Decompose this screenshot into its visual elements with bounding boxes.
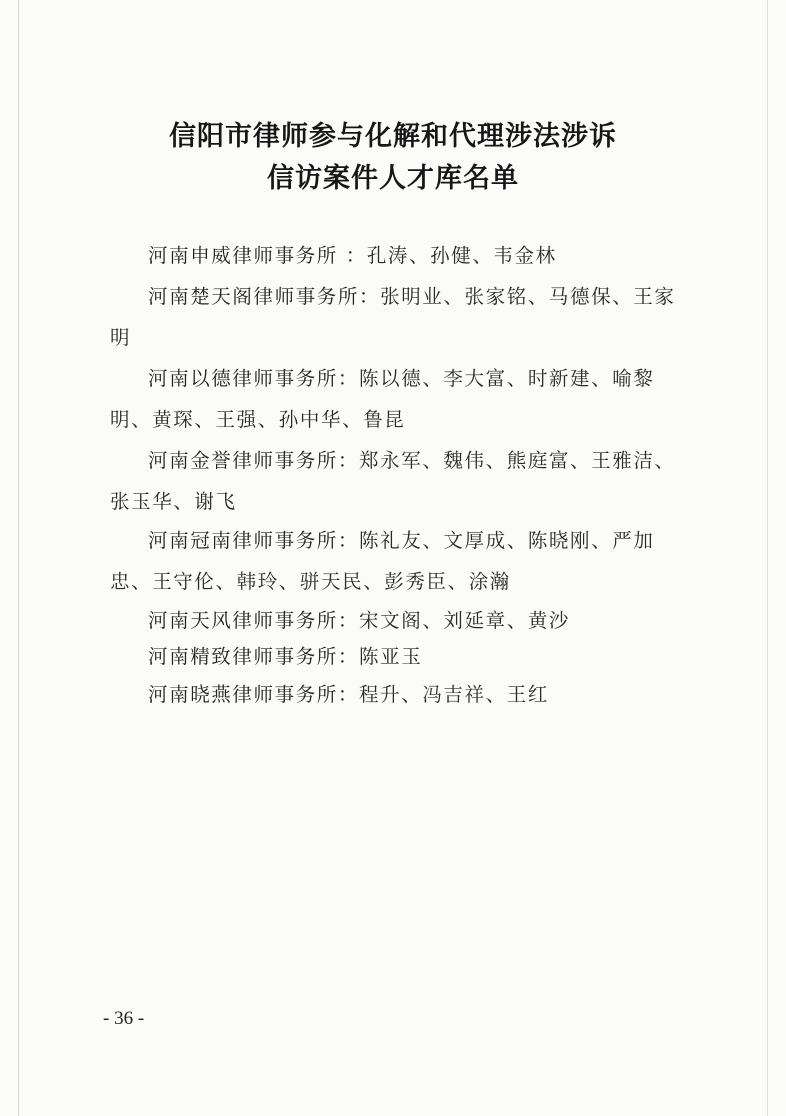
law-firm-name: 河南以德律师事务所： (148, 367, 360, 390)
law-firm-entry (110, 636, 690, 677)
lawyer-names: 张明业、张家铭、马德保、王家明 (110, 285, 676, 349)
law-firm-entry (110, 276, 690, 358)
law-firm-name: 河南精致律师事务所： (148, 645, 360, 668)
law-firm-name: 河南天风律师事务所： (148, 609, 360, 632)
document-title-line2: 信访案件人才库名单 (267, 163, 519, 194)
lawyer-names: 陈以德、李大富、时新建、喻黎明、黄琛、王强、孙中华、鲁昆 (110, 367, 655, 431)
law-firm-entry (110, 600, 690, 641)
lawyer-names: 孔涛、孙健、韦金林 (366, 244, 557, 267)
law-firm-name: 河南冠南律师事务所： (148, 529, 360, 552)
lawyer-names: 陈礼友、文厚成、陈晓刚、严加忠、王守伦、韩玲、骈天民、彭秀臣、涂瀚 (110, 529, 655, 593)
page-number: - 36 - (103, 1008, 145, 1029)
document-title-line1: 信阳市律师参与化解和代理涉法涉诉 (169, 121, 617, 152)
law-firm-entry (110, 674, 690, 715)
law-firm-name: 河南晓燕律师事务所： (148, 683, 360, 706)
lawyer-names: 宋文阁、刘延章、黄沙 (359, 609, 571, 632)
law-firm-name: 河南金誉律师事务所： (148, 449, 360, 472)
law-firm-entry (110, 440, 690, 522)
law-firm-name: 河南申威律师事务所 ： (148, 244, 367, 267)
law-firm-entry (110, 235, 690, 276)
law-firm-entry (110, 358, 690, 440)
lawyer-names: 郑永军、魏伟、熊庭富、王雅洁、张玉华、谢飞 (110, 449, 676, 513)
law-firm-name: 河南楚天阁律师事务所： (148, 285, 381, 308)
lawyer-names: 陈亚玉 (359, 645, 423, 668)
lawyer-names: 程升、冯吉祥、王红 (359, 683, 549, 706)
law-firm-entry (110, 520, 690, 602)
